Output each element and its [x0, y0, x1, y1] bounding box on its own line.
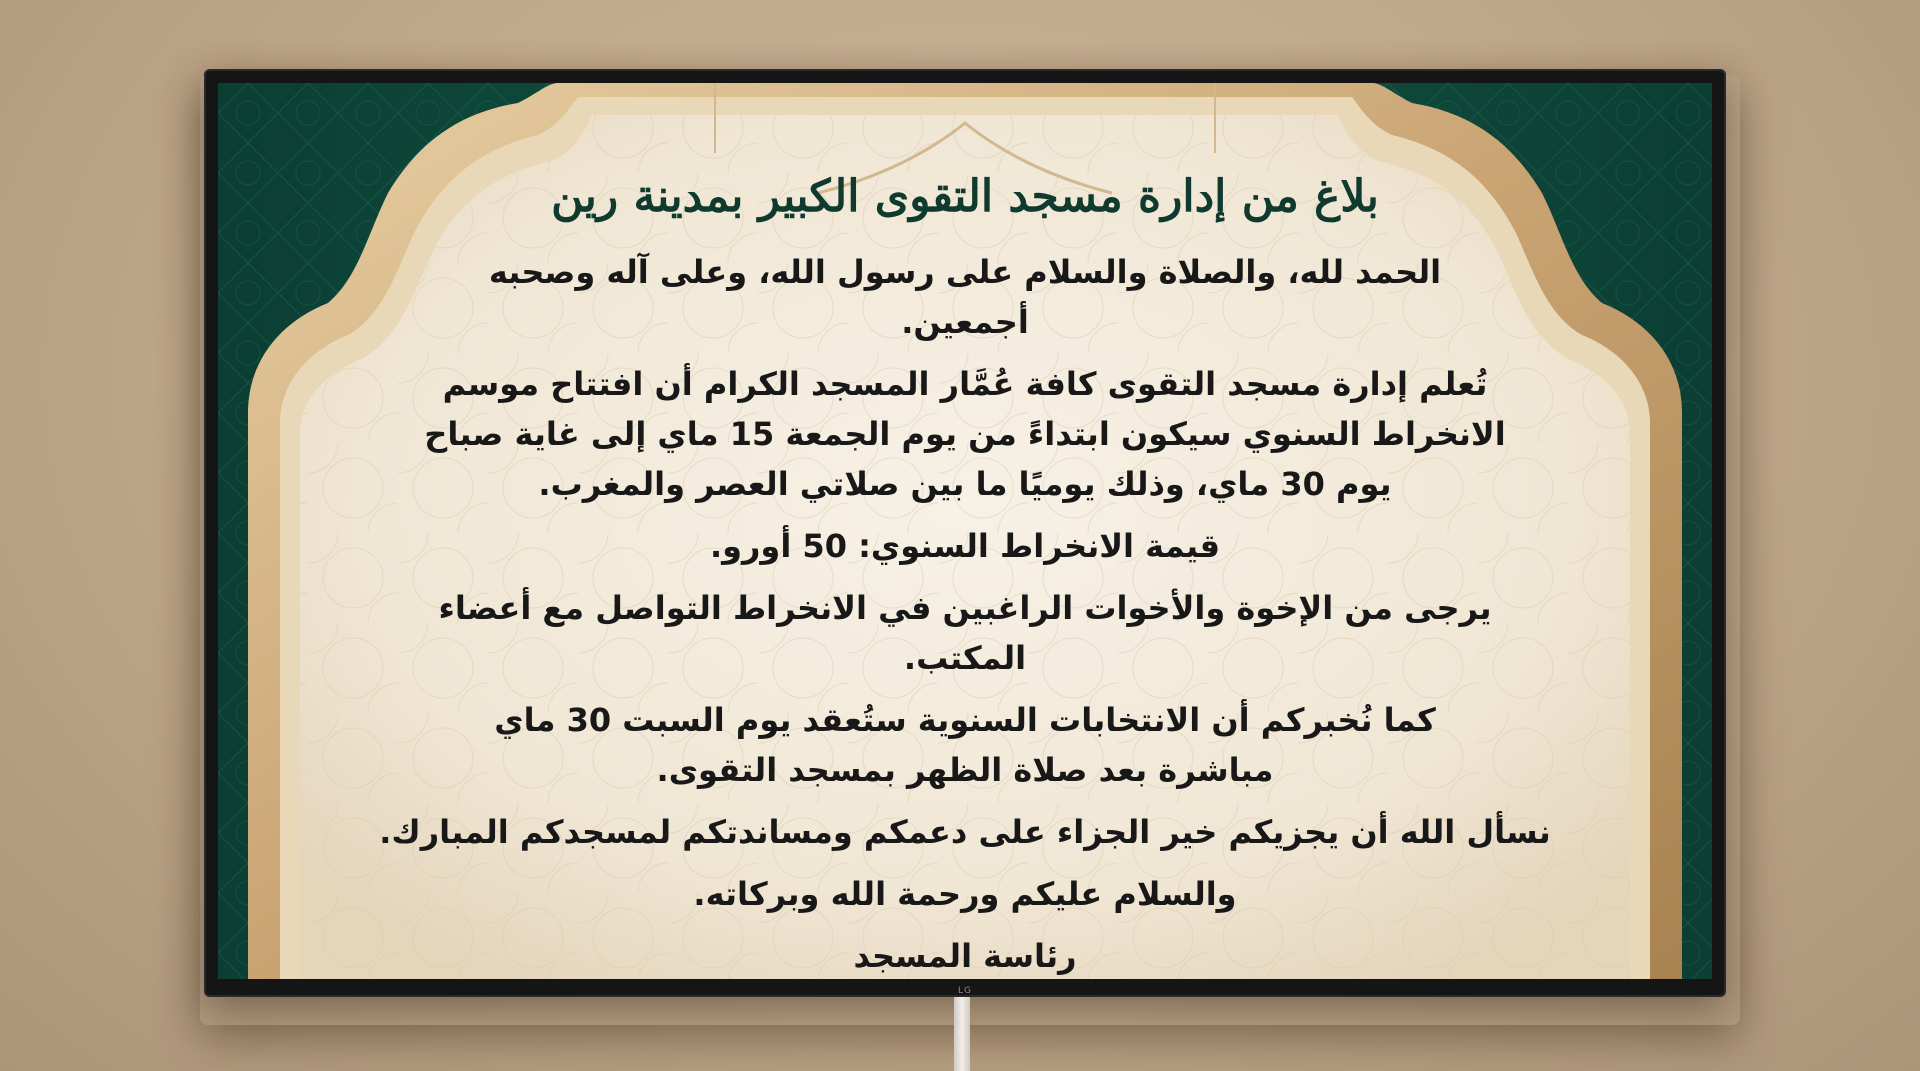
notice-content: [365, 151, 1565, 975]
notice-title: بلاغ من إدارة مسجد التقوى الكبير بمدينة رين: [551, 171, 1379, 222]
tv-screen: [218, 83, 1712, 979]
notice-paragraph: الحمد لله، والصلاة والسلام على رسول الله، وعلى آله وصحبه أجمعين.: [488, 253, 1442, 341]
notice-paragraph: والسلام عليكم ورحمة الله وبركاته.: [693, 875, 1237, 913]
notice-paragraph: تُعلم إدارة مسجد التقوى كافة عُمَّار المسجد الكرام أن افتتاح موسم الانخراط السنوي سيكون ابتداءً من يوم الجمعة 15 ماي إلى غاية صباح يوم 30 ماي، وذلك يوميًا ما بين صلاتي العصر والمغرب.: [424, 365, 1506, 503]
notice-paragraph: كما نُخبركم أن الانتخابات السنوية ستُعقد يوم السبت 30 ماي مباشرة بعد صلاة الظهر بمسجد التقوى.: [494, 701, 1436, 789]
tv-brand-logo: LG: [958, 986, 972, 996]
notice-paragraph: يرجى من الإخوة والأخوات الراغبين في الانخراط التواصل مع أعضاء المكتب.: [438, 589, 1492, 677]
notice-signature: رئاسة المسجد: [853, 937, 1077, 975]
wall-mounted-tv: [204, 69, 1726, 997]
notice-paragraph: قيمة الانخراط السنوي: 50 أورو.: [709, 527, 1221, 565]
tv-cable: [954, 997, 970, 1071]
notice-paragraph: نسأل الله أن يجزيكم خير الجزاء على دعمكم ومساندتكم لمسجدكم المبارك.: [379, 813, 1551, 851]
